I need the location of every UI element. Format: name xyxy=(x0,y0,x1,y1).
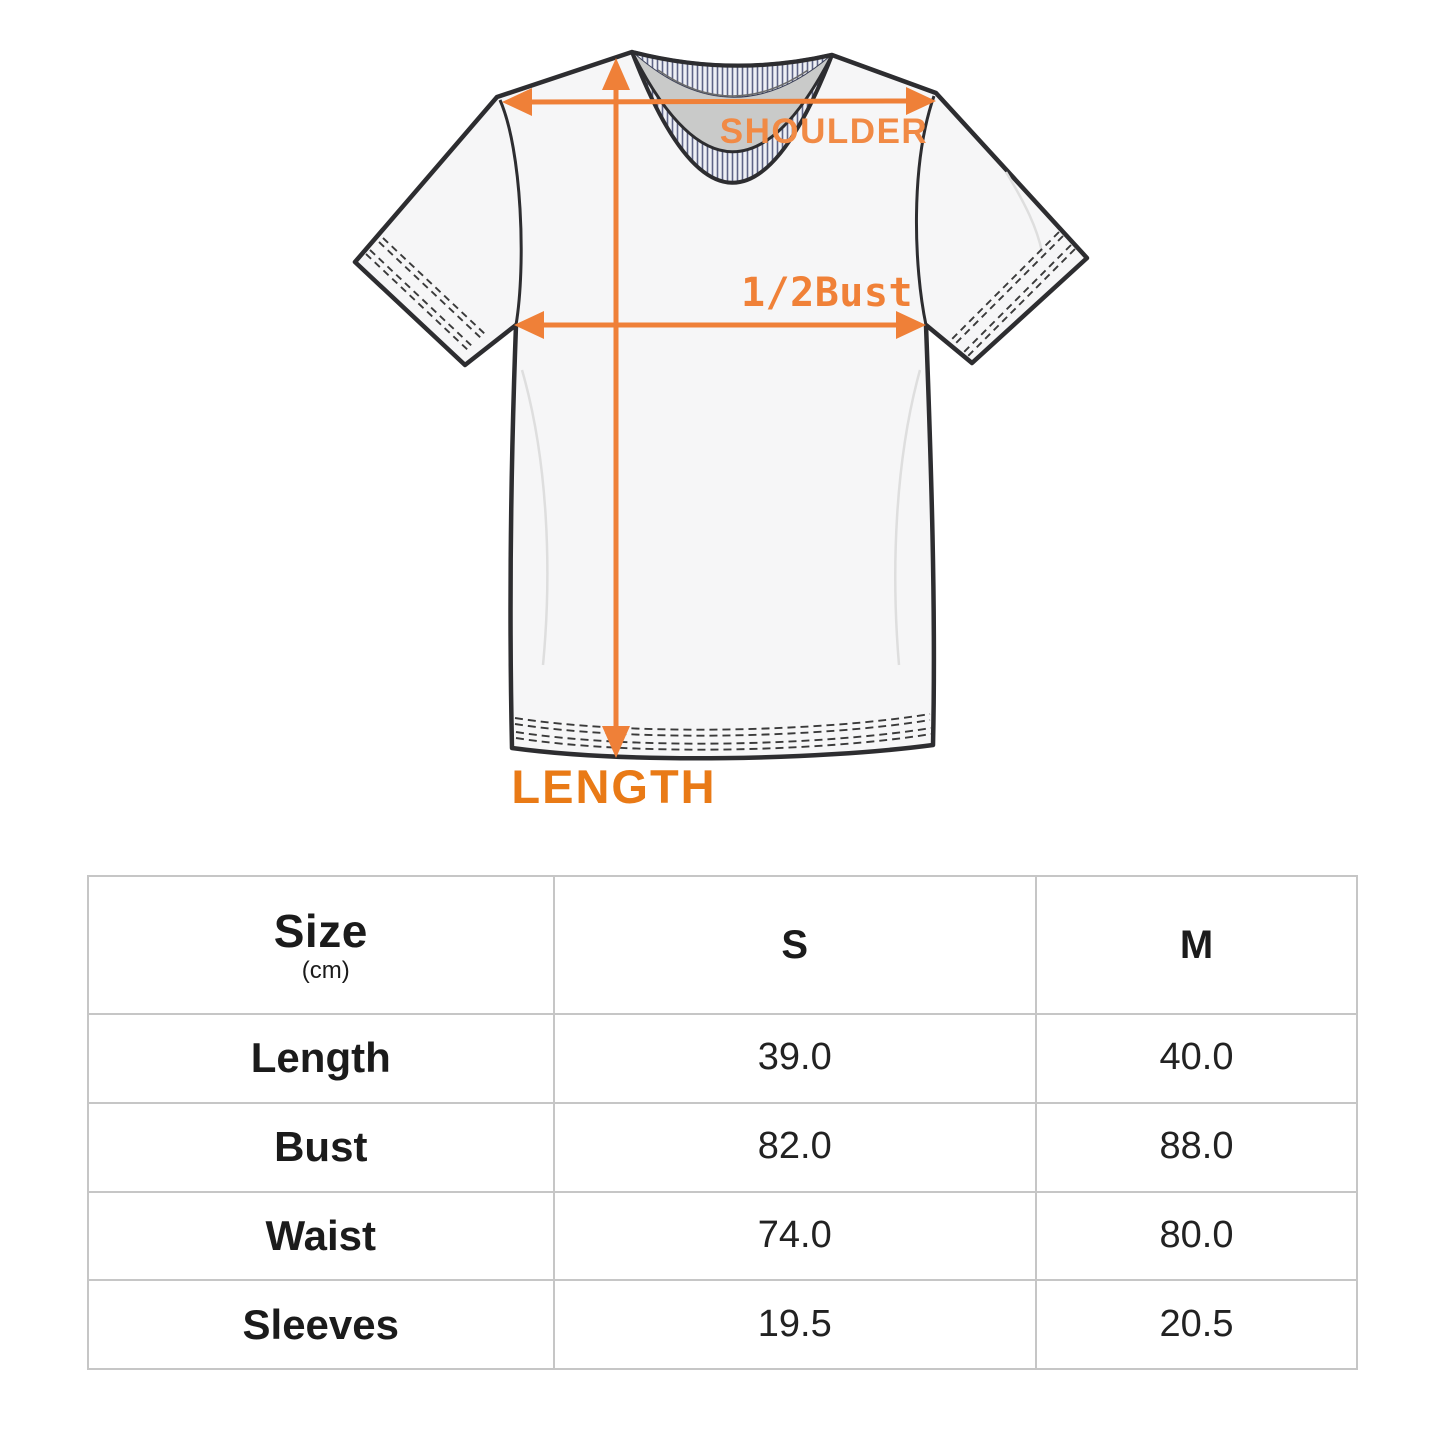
sleeves-value-s: 19.5 xyxy=(553,1279,1035,1368)
header-cell-m xyxy=(1035,877,1356,1013)
size-header-unit: (cm) xyxy=(301,957,350,985)
shoulder-label: SHOULDER xyxy=(719,112,929,151)
length-label: LENGTH xyxy=(511,760,717,813)
row-label-length: Length xyxy=(89,1013,553,1102)
column-header-s: S xyxy=(781,923,809,967)
size-table xyxy=(87,875,1358,1370)
shoulder-arrow-line xyxy=(527,101,912,102)
half-bust-label: 1/2Bust xyxy=(740,270,914,316)
row-label-sleeves: Sleeves xyxy=(89,1279,553,1368)
bust-value-s: 82.0 xyxy=(553,1102,1035,1191)
length-value-m: 40.0 xyxy=(1035,1013,1356,1102)
column-header-m: M xyxy=(1179,923,1214,967)
sleeves-value-m: 20.5 xyxy=(1035,1279,1356,1368)
bust-value-m: 88.0 xyxy=(1035,1102,1356,1191)
header-cell-size xyxy=(89,877,553,1013)
length-value-s: 39.0 xyxy=(553,1013,1035,1102)
waist-value-s: 74.0 xyxy=(553,1191,1035,1280)
size-header-title: Size xyxy=(273,904,368,957)
row-label-bust: Bust xyxy=(89,1102,553,1191)
header-cell-s xyxy=(553,877,1035,1013)
row-label-waist: Waist xyxy=(89,1191,553,1280)
waist-value-m: 80.0 xyxy=(1035,1191,1356,1280)
